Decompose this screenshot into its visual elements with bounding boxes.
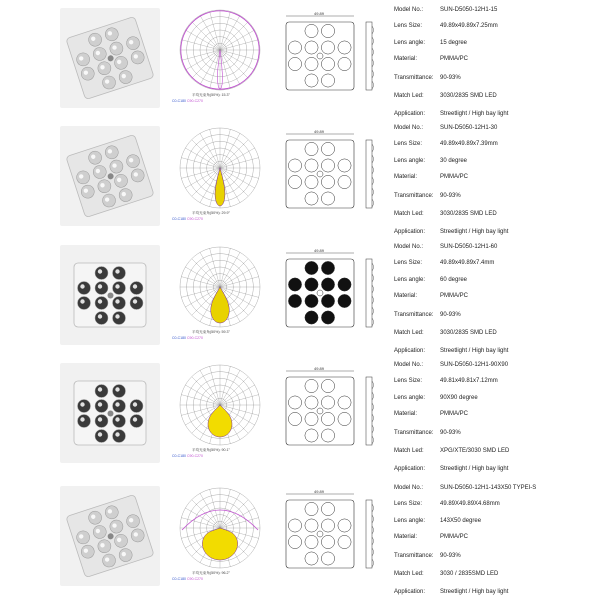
drawing-lens-cell xyxy=(305,311,318,324)
spec-label: Application: xyxy=(394,466,426,472)
drawing-lens-cell xyxy=(338,294,351,307)
spec-value: 49.89x49.89x7.4mm xyxy=(440,260,495,266)
spec-material xyxy=(394,408,600,420)
spec-transmittance xyxy=(394,427,600,439)
drawing-lens-cell xyxy=(321,396,334,409)
spec-match-led xyxy=(394,568,600,580)
spec-value: PMMA/PC xyxy=(440,56,469,62)
spec-material xyxy=(394,290,600,302)
spec-label: Application: xyxy=(394,589,426,595)
spec-model-no xyxy=(394,241,600,253)
chart-legend xyxy=(172,217,203,221)
polar-grid-spoke xyxy=(220,259,248,287)
spec-value: 3030/2835 SMD LED xyxy=(440,211,497,217)
polar-grid-spoke xyxy=(220,15,240,50)
drawing-outline xyxy=(286,500,354,568)
spec-label: Transmittance: xyxy=(394,312,434,318)
spec-label: Model No.: xyxy=(394,125,424,131)
spec-match-led xyxy=(394,445,600,457)
spec-value: 60 degree xyxy=(440,277,468,283)
drawing-lens-cell xyxy=(305,24,318,37)
spec-value: Streetlight / High bay light xyxy=(440,111,509,117)
product-row xyxy=(0,118,600,236)
spec-lens-angle xyxy=(394,515,600,527)
spec-match-led xyxy=(394,327,600,339)
drawing-lens-cell xyxy=(305,142,318,155)
drawing-lens-cell xyxy=(305,294,318,307)
spec-material xyxy=(394,531,600,543)
spec-label: Transmittance: xyxy=(394,553,434,559)
drawing-lens-cell xyxy=(305,192,318,205)
spec-value: 30 degree xyxy=(440,158,468,164)
spec-lens-size xyxy=(394,20,600,32)
polar-grid-spoke xyxy=(200,15,220,50)
dimension-label: 49.89 xyxy=(314,129,325,134)
lens-photo xyxy=(60,486,160,586)
drawing-lens-cell xyxy=(338,57,351,70)
spec-value: 15 degree xyxy=(440,40,468,46)
polar-grid-spoke xyxy=(220,267,255,287)
dimension-label: 49.89 xyxy=(314,366,325,371)
beam-lobe xyxy=(202,528,237,560)
drawing-lens-cell xyxy=(288,278,301,291)
spec-value: Streetlight / High bay light xyxy=(440,589,509,595)
chart-legend xyxy=(172,99,203,103)
drawing-lens-cell xyxy=(321,412,334,425)
product-row xyxy=(0,0,600,118)
spec-label: Model No.: xyxy=(394,362,424,368)
drawing-lens-cell xyxy=(321,74,334,87)
spec-label: Match Led: xyxy=(394,330,424,336)
drawing-lens-cell xyxy=(305,261,318,274)
chart-legend xyxy=(172,336,203,340)
drawing-svg xyxy=(278,247,388,347)
polar-grid-spoke xyxy=(220,30,255,50)
lens-technical-drawing xyxy=(278,128,388,228)
lens-photo-illustration xyxy=(60,363,160,463)
polar-grid-spoke xyxy=(185,148,220,168)
spec-value: 90X90 degree xyxy=(440,395,478,401)
spec-label: Model No.: xyxy=(394,244,424,250)
drawing-lens-cell xyxy=(338,159,351,172)
lens-technical-drawing xyxy=(278,488,388,588)
drawing-side-view xyxy=(366,22,372,90)
drawing-lens-cell xyxy=(305,159,318,172)
lens-technical-drawing xyxy=(278,10,388,110)
spec-label: Application: xyxy=(394,229,426,235)
spec-value: 143X50 degree xyxy=(440,518,482,524)
drawing-svg xyxy=(278,128,388,228)
polar-grid-spoke xyxy=(220,500,248,528)
spec-transmittance xyxy=(394,72,600,84)
polar-grid-spoke xyxy=(185,50,220,70)
drawing-lens-cell xyxy=(338,412,351,425)
polar-chart-svg xyxy=(170,241,270,341)
drawing-lens-cell xyxy=(288,535,301,548)
drawing-side-view xyxy=(366,500,372,568)
light-distribution-chart xyxy=(170,482,270,582)
spec-value: 49.81x49.81x7.12mm xyxy=(440,378,498,384)
lens-photo xyxy=(60,245,160,345)
spec-label: Match Led: xyxy=(394,211,424,217)
spec-label: Transmittance: xyxy=(394,430,434,436)
drawing-lens-cell xyxy=(288,294,301,307)
polar-grid-spoke xyxy=(200,133,220,168)
spec-label: Material: xyxy=(394,174,418,180)
lens-photo xyxy=(60,363,160,463)
polar-grid-spoke xyxy=(220,22,248,50)
spec-label: Model No.: xyxy=(394,485,424,491)
spec-label: Lens Size: xyxy=(394,23,423,29)
dimension-label: 49.89 xyxy=(314,11,325,16)
spec-value: SUN-D5050-12H1-90X90 xyxy=(440,362,509,368)
spec-label: Transmittance: xyxy=(394,193,434,199)
light-distribution-chart xyxy=(170,122,270,222)
drawing-lens-cell xyxy=(321,519,334,532)
spec-value: XPG/XTE/3030 SMD LED xyxy=(440,448,510,454)
polar-grid-spoke xyxy=(192,50,220,78)
spec-label: Lens Size: xyxy=(394,378,423,384)
drawing-lens-cell xyxy=(305,41,318,54)
polar-grid-spoke xyxy=(220,140,248,168)
legend-c90: C90-C270 xyxy=(186,336,203,340)
legend-c90: C90-C270 xyxy=(186,454,203,458)
drawing-lens-cell xyxy=(321,24,334,37)
legend-c0: C0-C180 xyxy=(172,99,187,103)
spec-value: 49.89x49.89x7.25mm xyxy=(440,23,498,29)
spec-value: SUN-D5050-12H1-143X50 TYPEI-S xyxy=(440,485,537,491)
drawing-side-view xyxy=(366,259,372,327)
legend-c0: C0-C180 xyxy=(172,454,187,458)
spec-lens-size xyxy=(394,498,600,510)
drawing-lens-cell xyxy=(288,175,301,188)
spec-lens-angle xyxy=(394,392,600,404)
legend-c0: C0-C180 xyxy=(172,577,187,581)
spec-material xyxy=(394,53,600,65)
drawing-lens-cell xyxy=(321,57,334,70)
spec-value: 3030/2835 SMD LED xyxy=(440,330,497,336)
drawing-lens-cell xyxy=(321,429,334,442)
lens-technical-drawing xyxy=(278,365,388,465)
spec-material xyxy=(394,171,600,183)
drawing-svg xyxy=(278,488,388,588)
spec-label: Material: xyxy=(394,411,418,417)
spec-transmittance xyxy=(394,190,600,202)
legend-c90: C90-C270 xyxy=(186,217,203,221)
polar-grid-spoke xyxy=(220,50,248,78)
spec-value: 90-93% xyxy=(440,75,461,81)
spec-value: SUN-D5050-12H1-15 xyxy=(440,7,498,13)
spec-lens-size xyxy=(394,257,600,269)
drawing-lens-cell xyxy=(305,57,318,70)
drawing-lens-cell xyxy=(288,159,301,172)
lens-photo xyxy=(60,8,160,108)
spec-model-no xyxy=(394,359,600,371)
spec-value: Streetlight / High bay light xyxy=(440,348,509,354)
spec-value: Streetlight / High bay light xyxy=(440,229,509,235)
spec-match-led xyxy=(394,208,600,220)
average-beam-angle: 平均光束角(50%): 15.3° xyxy=(192,93,230,97)
polar-grid-spoke xyxy=(185,30,220,50)
spec-lens-size xyxy=(394,138,600,150)
polar-grid-spoke xyxy=(185,385,220,405)
drawing-lens-cell xyxy=(305,429,318,442)
drawing-outline xyxy=(286,22,354,90)
drawing-lens-cell xyxy=(321,261,334,274)
average-beam-angle: 平均光束角(50%): 90.1° xyxy=(192,448,230,452)
spec-label: Lens angle: xyxy=(394,277,426,283)
spec-label: Application: xyxy=(394,348,426,354)
drawing-lens-cell xyxy=(338,41,351,54)
drawing-svg xyxy=(278,365,388,465)
spec-label: Lens angle: xyxy=(394,518,426,524)
light-distribution-chart xyxy=(170,241,270,341)
spec-value: 90-93% xyxy=(440,312,461,318)
polar-grid-spoke xyxy=(192,22,220,50)
drawing-lens-cell xyxy=(321,192,334,205)
drawing-lens-cell xyxy=(305,519,318,532)
polar-grid-spoke xyxy=(220,385,255,405)
drawing-outline xyxy=(286,377,354,445)
spec-model-no xyxy=(394,482,600,494)
drawing-lens-cell xyxy=(305,502,318,515)
drawing-lens-cell xyxy=(321,294,334,307)
spec-value: 90-93% xyxy=(440,430,461,436)
spec-label: Match Led: xyxy=(394,571,424,577)
drawing-lens-cell xyxy=(321,535,334,548)
drawing-lens-cell xyxy=(321,175,334,188)
polar-grid-spoke xyxy=(220,377,248,405)
spec-lens-size xyxy=(394,375,600,387)
drawing-lens-cell xyxy=(288,396,301,409)
chart-legend xyxy=(172,577,203,581)
drawing-lens-cell xyxy=(321,41,334,54)
polar-grid-spoke xyxy=(200,493,220,528)
drawing-svg xyxy=(278,10,388,110)
drawing-lens-cell xyxy=(305,396,318,409)
product-row xyxy=(0,355,600,473)
spec-label: Lens angle: xyxy=(394,158,426,164)
spec-value: 90-93% xyxy=(440,553,461,559)
spec-value: SUN-D5050-12H1-30 xyxy=(440,125,498,131)
legend-c90: C90-C270 xyxy=(186,577,203,581)
spec-value: PMMA/PC xyxy=(440,293,469,299)
average-beam-angle: 平均光束角(50%): 96.2° xyxy=(192,571,230,575)
spec-label: Material: xyxy=(394,534,418,540)
lens-photo-illustration xyxy=(60,245,160,345)
polar-grid-spoke xyxy=(192,500,220,528)
drawing-lens-cell xyxy=(338,396,351,409)
drawing-lens-cell xyxy=(305,535,318,548)
drawing-lens-cell xyxy=(321,278,334,291)
light-distribution-chart xyxy=(170,4,270,104)
polar-grid-spoke xyxy=(220,508,255,528)
polar-chart-svg xyxy=(170,482,270,582)
spec-label: Material: xyxy=(394,293,418,299)
spec-value: 3030/2835 SMD LED xyxy=(440,93,497,99)
polar-grid-spoke xyxy=(200,370,220,405)
spec-application xyxy=(394,586,600,598)
spec-value: 49.89x49.89x7.39mm xyxy=(440,141,498,147)
drawing-lens-cell xyxy=(305,74,318,87)
drawing-lens-cell xyxy=(321,159,334,172)
chart-legend xyxy=(172,454,203,458)
polar-grid-spoke xyxy=(185,508,220,528)
average-beam-angle: 平均光束角(50%): 29.9° xyxy=(192,211,230,215)
polar-grid-spoke xyxy=(192,377,220,405)
drawing-lens-cell xyxy=(338,278,351,291)
drawing-lens-cell xyxy=(288,57,301,70)
spec-label: Model No.: xyxy=(394,7,424,13)
light-distribution-chart xyxy=(170,359,270,459)
polar-grid-spoke xyxy=(192,140,220,168)
lens-photo-illustration xyxy=(60,8,160,108)
spec-value: SUN-D5050-12H1-60 xyxy=(440,244,498,250)
polar-grid-spoke xyxy=(220,50,255,70)
spec-value: PMMA/PC xyxy=(440,174,469,180)
spec-label: Match Led: xyxy=(394,448,424,454)
spec-label: Material: xyxy=(394,56,418,62)
spec-value: 49.89X49.89X4.68mm xyxy=(440,501,500,507)
drawing-lens-cell xyxy=(305,175,318,188)
polar-grid-spoke xyxy=(200,252,220,287)
spec-label: Lens Size: xyxy=(394,501,423,507)
spec-value: 90-93% xyxy=(440,193,461,199)
spec-label: Match Led: xyxy=(394,93,424,99)
product-row xyxy=(0,237,600,355)
polar-grid-spoke xyxy=(220,493,240,528)
average-beam-angle: 平均光束角(50%): 59.3° xyxy=(192,330,230,334)
drawing-lens-cell xyxy=(321,379,334,392)
drawing-lens-cell xyxy=(305,412,318,425)
spec-value: 3030 / 2835SMD LED xyxy=(440,571,499,577)
spec-value: Streetlight / High bay light xyxy=(440,466,509,472)
drawing-lens-cell xyxy=(305,379,318,392)
drawing-outline xyxy=(286,259,354,327)
polar-grid-spoke xyxy=(220,50,240,85)
polar-grid-spoke xyxy=(200,50,220,85)
spec-label: Lens Size: xyxy=(394,141,423,147)
polar-grid-spoke xyxy=(220,133,240,168)
spec-transmittance xyxy=(394,550,600,562)
beam-lobe xyxy=(211,287,230,323)
spec-label: Application: xyxy=(394,111,426,117)
drawing-lens-cell xyxy=(338,175,351,188)
drawing-lens-cell xyxy=(321,311,334,324)
drawing-lens-cell xyxy=(288,519,301,532)
spec-match-led xyxy=(394,90,600,102)
drawing-lens-cell xyxy=(305,552,318,565)
spec-model-no xyxy=(394,122,600,134)
legend-c0: C0-C180 xyxy=(172,336,187,340)
spec-model-no xyxy=(394,4,600,16)
polar-grid-spoke xyxy=(220,370,240,405)
lens-photo-illustration xyxy=(60,486,160,586)
drawing-side-view xyxy=(366,140,372,208)
polar-chart-svg xyxy=(170,122,270,222)
spec-label: Transmittance: xyxy=(394,75,434,81)
drawing-outline xyxy=(286,140,354,208)
drawing-lens-cell xyxy=(305,278,318,291)
legend-c90: C90-C270 xyxy=(186,99,203,103)
polar-chart-svg xyxy=(170,4,270,104)
polar-grid-spoke xyxy=(192,259,220,287)
drawing-lens-cell xyxy=(338,535,351,548)
drawing-side-view xyxy=(366,377,372,445)
spec-value: PMMA/PC xyxy=(440,534,469,540)
drawing-lens-cell xyxy=(288,41,301,54)
spec-application xyxy=(394,463,600,475)
drawing-lens-cell xyxy=(288,412,301,425)
spec-label: Lens Size: xyxy=(394,260,423,266)
drawing-lens-cell xyxy=(321,142,334,155)
dimension-label: 49.89 xyxy=(314,489,325,494)
spec-lens-angle xyxy=(394,274,600,286)
lens-technical-drawing xyxy=(278,247,388,347)
polar-grid-spoke xyxy=(220,168,255,188)
polar-grid-spoke xyxy=(220,252,240,287)
spec-transmittance xyxy=(394,309,600,321)
product-row xyxy=(0,478,600,596)
polar-chart-svg xyxy=(170,359,270,459)
spec-lens-angle xyxy=(394,155,600,167)
polar-grid-spoke xyxy=(185,267,220,287)
legend-c0: C0-C180 xyxy=(172,217,187,221)
dimension-label: 49.89 xyxy=(314,248,325,253)
polar-grid-spoke xyxy=(185,168,220,188)
drawing-lens-cell xyxy=(338,519,351,532)
drawing-lens-cell xyxy=(321,552,334,565)
spec-lens-angle xyxy=(394,37,600,49)
lens-photo xyxy=(60,126,160,226)
spec-label: Lens angle: xyxy=(394,40,426,46)
spec-label: Lens angle: xyxy=(394,395,426,401)
spec-value: PMMA/PC xyxy=(440,411,469,417)
lens-photo-illustration xyxy=(60,126,160,226)
drawing-lens-cell xyxy=(321,502,334,515)
polar-grid-spoke xyxy=(220,148,255,168)
